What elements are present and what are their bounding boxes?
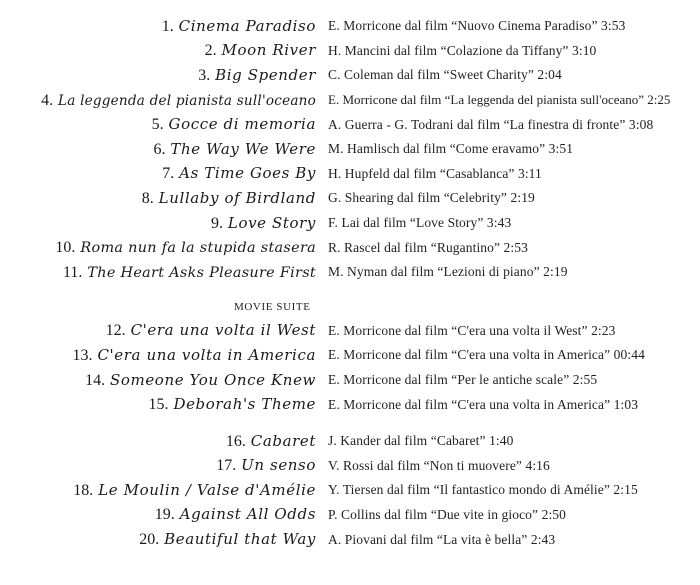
track-title-cell	[0, 41, 316, 60]
track-title: Un senso	[241, 456, 316, 475]
track-row	[0, 392, 700, 417]
track-row	[0, 454, 700, 479]
track-row	[0, 162, 700, 187]
track-title-cell	[0, 456, 316, 475]
track-row	[0, 429, 700, 454]
track-number: 20.	[139, 531, 160, 549]
track-credit: M. Nyman dal film “Lezioni di piano” 2:19	[328, 264, 568, 280]
track-title: Lullaby of Birdland	[158, 188, 316, 207]
track-title: Love Story	[227, 213, 316, 232]
track-title: Roma nun fa la stupida stasera	[80, 240, 316, 257]
track-number: 7.	[162, 165, 175, 183]
track-credit: A. Piovani dal film “La vita è bella” 2:43	[328, 531, 556, 547]
track-title: As Time Goes By	[179, 164, 316, 183]
track-number: 13.	[72, 346, 93, 364]
track-title-cell	[0, 346, 316, 365]
track-credit: E. Morricone dal film “Nuovo Cinema Paradiso” 3:53	[328, 18, 626, 34]
track-title: Gocce di memoria	[168, 115, 316, 134]
track-title: Moon River	[221, 41, 316, 60]
track-title-cell	[0, 371, 316, 390]
track-credit: E. Morricone dal film “C'era una volta in America” 1:03	[328, 396, 639, 412]
track-number: 9.	[210, 214, 223, 232]
track-title: Cabaret	[250, 431, 316, 450]
track-title-cell	[0, 238, 316, 257]
track-title-cell	[0, 481, 316, 500]
track-number: 12.	[105, 322, 126, 340]
track-row	[0, 319, 700, 344]
track-title-cell	[0, 115, 316, 134]
track-title: Deborah's Theme	[173, 395, 316, 414]
track-row	[0, 63, 700, 88]
track-number: 3.	[198, 66, 211, 84]
track-number: 16.	[225, 432, 246, 450]
track-title: Someone You Once Knew	[110, 370, 316, 389]
track-title-cell	[0, 321, 316, 340]
track-title-cell	[0, 214, 316, 233]
track-title: C'era una volta in America	[97, 345, 316, 364]
track-title-cell	[0, 189, 316, 208]
track-row	[0, 368, 700, 393]
track-row	[0, 88, 700, 113]
track-title: Beautiful that Way	[164, 530, 316, 549]
track-group-final	[0, 429, 700, 552]
section-heading-text: MOVIE SUITE	[234, 300, 311, 313]
track-title: C'era una volta il West	[130, 321, 316, 340]
track-credit: E. Morricone dal film “C'era una volta il West” 2:23	[328, 322, 616, 338]
track-title: Le Moulin / Valse d'Amélie	[98, 480, 316, 499]
track-title-cell	[0, 91, 316, 110]
track-row	[0, 39, 700, 64]
track-title-cell	[0, 164, 316, 183]
track-row	[0, 137, 700, 162]
spacer	[0, 417, 700, 429]
track-number: 2.	[204, 42, 217, 60]
track-number: 14.	[85, 371, 106, 389]
track-credit: H. Hupfeld dal film “Casablanca” 3:11	[328, 165, 542, 181]
track-credit: F. Lai dal film “Love Story” 3:43	[328, 215, 512, 231]
track-row	[0, 527, 700, 552]
track-number: 18.	[73, 481, 94, 499]
track-title: The Way We Were	[170, 139, 316, 158]
track-title: Cinema Paradiso	[178, 16, 316, 35]
track-credit: E. Morricone dal film “La leggenda del pianista sull'oceano” 2:25	[328, 92, 671, 108]
track-credit: E. Morricone dal film “Per le antiche scale” 2:55	[328, 372, 598, 388]
track-credit: P. Collins dal film “Due vite in gioco” 2:50	[328, 506, 566, 522]
track-number: 4.	[41, 91, 54, 109]
track-row	[0, 112, 700, 137]
track-group-suite	[0, 319, 700, 417]
track-credit: A. Guerra - G. Todrani dal film “La finestra di fronte” 3:08	[328, 116, 654, 132]
track-title-cell	[0, 140, 316, 159]
track-number: 19.	[154, 506, 175, 524]
track-number: 5.	[151, 116, 164, 134]
track-credit: C. Coleman dal film “Sweet Charity” 2:04	[328, 67, 562, 83]
track-row	[0, 235, 700, 260]
track-credit: V. Rossi dal film “Non ti muovere” 4:16	[328, 457, 550, 473]
track-title-cell	[0, 530, 316, 549]
track-row	[0, 186, 700, 211]
track-number: 10.	[55, 239, 76, 257]
track-row	[0, 14, 700, 39]
track-number: 6.	[153, 140, 166, 158]
track-title: Big Spender	[215, 65, 316, 84]
track-credit: M. Hamlisch dal film “Come eravamo” 3:51	[328, 141, 574, 157]
track-number: 1.	[161, 17, 174, 35]
track-row	[0, 343, 700, 368]
track-title-cell	[0, 432, 316, 451]
track-credit: R. Rascel dal film “Rugantino” 2:53	[328, 239, 528, 255]
track-row	[0, 478, 700, 503]
track-row	[0, 503, 700, 528]
track-row	[0, 211, 700, 236]
track-credit: H. Mancini dal film “Colazione da Tiffany” 3:10	[328, 42, 597, 58]
track-title-cell	[0, 395, 316, 414]
section-heading	[0, 295, 700, 319]
track-title-cell	[0, 17, 316, 36]
track-number: 8.	[141, 189, 154, 207]
track-number: 17.	[216, 457, 237, 475]
track-credit: G. Shearing dal film “Celebrity” 2:19	[328, 190, 535, 206]
track-credit: Y. Tiersen dal film “Il fantastico mondo di Amélie” 2:15	[328, 482, 638, 498]
track-title-cell	[0, 505, 316, 524]
track-row	[0, 260, 700, 285]
track-title: La leggenda del pianista sull'oceano	[58, 92, 316, 109]
track-number: 11.	[63, 263, 83, 281]
spacer	[0, 285, 700, 295]
track-credit: E. Morricone dal film “C'era una volta in America” 00:44	[328, 347, 645, 363]
tracklist	[0, 14, 700, 552]
track-title: Against All Odds	[179, 505, 316, 524]
track-credit: J. Kander dal film “Cabaret” 1:40	[328, 433, 514, 449]
track-title-cell	[0, 66, 316, 85]
track-title: The Heart Asks Pleasure First	[87, 264, 316, 281]
track-group-main	[0, 14, 700, 285]
track-title-cell	[0, 263, 316, 282]
track-number: 15.	[148, 396, 169, 414]
